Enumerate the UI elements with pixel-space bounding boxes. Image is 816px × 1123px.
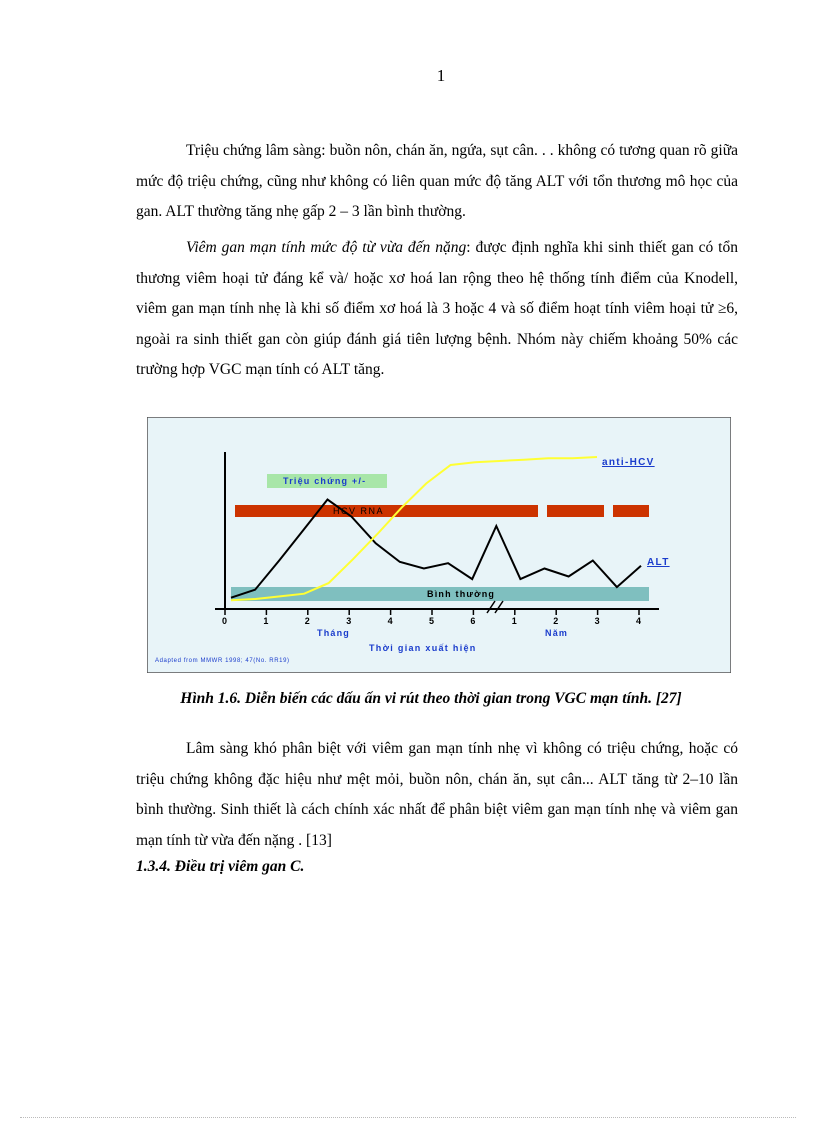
figure-chart bbox=[147, 417, 731, 673]
x-tick-label: 4 bbox=[636, 616, 642, 626]
page-number: 1 bbox=[436, 66, 446, 85]
x-tick-label: 6 bbox=[470, 616, 476, 626]
section-heading: 1.3.4. Điều trị viêm gan C. bbox=[136, 858, 305, 875]
x-tick-label: 3 bbox=[594, 616, 600, 626]
paragraph-moderate-severe bbox=[136, 233, 738, 386]
months-label: Tháng bbox=[317, 628, 350, 638]
years-label: Năm bbox=[545, 628, 569, 638]
x-tick-label: 5 bbox=[429, 616, 435, 626]
x-tick-label: 1 bbox=[263, 616, 269, 626]
x-tick-label: 1 bbox=[511, 616, 517, 626]
x-tick-label: 4 bbox=[387, 616, 393, 626]
chart-svg bbox=[147, 417, 731, 673]
normal-label: Bình thường bbox=[427, 589, 496, 599]
paragraph-symptoms-text: Triệu chứng lâm sàng: buồn nôn, chán ăn, ngứa, sụt cân. . . không có tương quan rõ giữa mức độ triệu chứng, cũng như không có liên quan mức độ tăng ALT với tổn thương mô học của gan. ALT thường tăng nhẹ gấp 2 – 3 lần bình thường. bbox=[136, 142, 738, 220]
paragraph-italic-term: Viêm gan mạn tính mức độ từ vừa đến nặng bbox=[186, 239, 467, 256]
hcv-rna-bar-1 bbox=[235, 505, 538, 517]
x-tick-label: 0 bbox=[222, 616, 228, 626]
hcv-rna-bar-2 bbox=[547, 505, 604, 517]
alt-label: ALT bbox=[647, 557, 670, 568]
hcv-rna-label: HCV RNA bbox=[333, 506, 385, 516]
x-tick-label: 2 bbox=[304, 616, 310, 626]
hcv-rna-bar-3 bbox=[613, 505, 649, 517]
anti-hcv-label: anti-HCV bbox=[602, 457, 655, 468]
time-axis-label: Thời gian xuất hiện bbox=[369, 643, 477, 653]
figure-caption: Hình 1.6. Diễn biến các dấu ấn vi rút theo thời gian trong VGC mạn tính. [27] bbox=[180, 690, 682, 707]
paragraph-symptoms bbox=[136, 136, 738, 228]
x-tick-label: 2 bbox=[553, 616, 559, 626]
paragraph-differential bbox=[136, 734, 738, 856]
page-bottom-rule bbox=[20, 1117, 796, 1118]
paragraph-differential-text: Lâm sàng khó phân biệt với viêm gan mạn tính nhẹ vì không có triệu chứng, hoặc có triệu chứng không đặc hiệu như mệt mỏi, buồn nôn, chán ăn, sụt cân... ALT tăng từ 2–10 lần bình thường. Sinh thiết là cách chính xác nhất để phân biệt viêm gan mạn tính nhẹ và viêm gan mạn tính từ vừa đến nặng . [13] bbox=[136, 740, 738, 849]
paragraph-moderate-severe-text: : được định nghĩa khi sinh thiết gan có tổn thương viêm hoại tử đáng kể và/ hoặc xơ hoá lan rộng theo hệ thống tính điểm của Knodell, viêm gan mạn tính nhẹ là khi số điểm xơ hoá là 3 hoặc 4 và số điểm hoạt tính viêm hoại tử ≥6, ngoài ra sinh thiết gan còn giúp đánh giá tiên lượng bệnh. Nhóm này chiếm khoảng 50% các trường hợp VGC mạn tính có ALT tăng. bbox=[136, 239, 738, 378]
source-note: Adapted from MMWR 1998; 47(No. RR19) bbox=[155, 658, 290, 664]
chart-background bbox=[147, 417, 731, 673]
symptoms-label: Triệu chứng +/- bbox=[283, 476, 367, 486]
x-tick-label: 3 bbox=[346, 616, 352, 626]
